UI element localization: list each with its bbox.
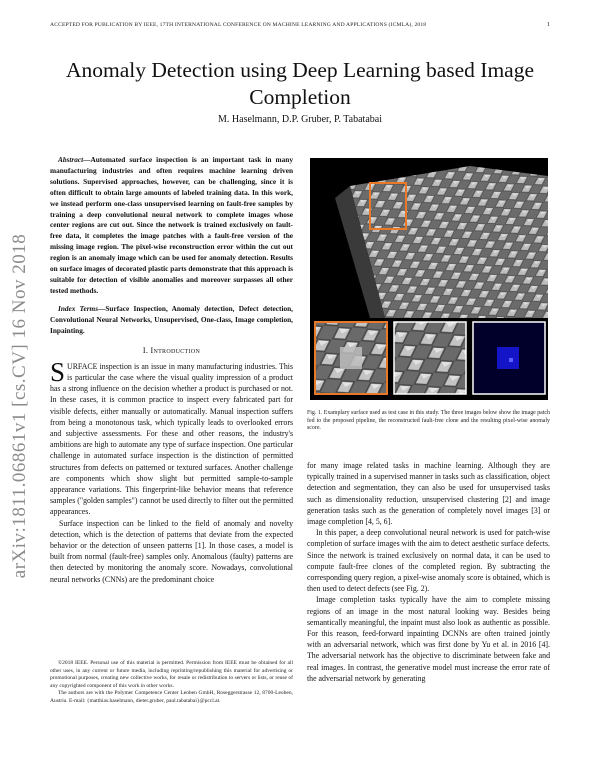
arxiv-stamp-text: arXiv:1811.06861v1 [cs.CV] 16 Nov 2018 [9,233,30,579]
section-title: Introduction [150,345,201,355]
intro-paragraph-2: Surface inspection can be linked to the field of anomaly and novelty detection, which is the detection of patterns that deviate from the expected behavior or the detection of unseen patterns [1]. In those cases, a model is built from normal (fault-free) samples only. Anomalous (faulty) patterns are then detected by monitoring the anomaly score. Nowadays, convolutional neural networks (CNNs) are the predominant choice [50,518,293,584]
section-number: I. [142,345,149,355]
index-terms: Index Terms—Surface Inspection, Anomaly detection, Defect detection, Convolutional Neural Networks, Unsupervised, One-class, Image completion, Inpainting. [50,303,294,335]
intro-lead-word: URFACE [67,361,98,371]
right-paragraph-1: for many image related tasks in machine learning. Although they are typically trained in a supervised manner in tasks such as classification, object detection and segmentation, they can also be used for unsupervised tasks such as dimensionality reduction, unsupervised clustering [2] and image generation tasks such as the generation of completely novel images [3] or image completion [4, 5, 6]. [307,461,550,527]
abstract: Abstract—Automated surface inspection is an important task in many manufacturing industries and often requires machine learning driven solutions. Supervised approaches, however, can be challenging, since it is often difficult to obtain large amounts of labeled training data. In this work, we instead perform one-class unsupervised learning on fault-free samples by training a deep convolutional neural network to complete images whose center regions are cut out. Since the network is trained exclusively on fault-free data, it completes the image patches with a fault-free version of the missing image region. The pixel-wise reconstruction error within the cut out region is an anomaly image which can be used for anomaly detection. Results on surface images of decorated plastic parts demonstrate that this approach is suitable for detection of visible anomalies and moreover surpasses all other tested methods. [50,155,293,295]
figure-1-caption: Fig. 1. Examplary surface used as test case in this study. The three images below show the image patch fed to the proposed pipeline, the reconstructed fault-free clone and the resulting pixel-wise anomaly score. [307,410,550,432]
intro-p1-text: inspection is an issue in many manufacturing industries. This is particular the case where the visual quality impression of a product has a strong influence on the decision whether a product is purchased or not. In these cases, it is common practice to inspect every fabricated part for visible defects, either manually or automatically. Manual inspection suffers from being a monotonous task, which typically leads to overlooked errors and subjective assessments. For these and other reasons, the industry's ambitions are high to automate any type of surface inspection. One particular challenge in automated surface inspection is the distinction of permitted structures from defects on patterned or textured surfaces. Another challenge are components which show slight but permitted sample-to-sample appearance variations. This fingerprint-like behavior means that reference samples ("golden samples") cannot be used directly to filter out the permitted appearances. [50,361,293,517]
authors: M. Haselmann, D.P. Gruber, P. Tabatabai [218,114,382,125]
footnote [50,660,293,706]
author-affiliation: The authors are with the Polymer Competence Center Leoben GmbH, Roseggerstrasse 12, 8700-Leoben, Austria. E-mail: {matthias.haselmann, dieter.gruber, paul.tabatabai}@pccl.at. [50,690,293,704]
anomaly-score-map [497,347,519,369]
figure-1 [310,158,548,400]
arxiv-stamp [2,206,38,606]
abstract-text: Automated surface inspection is an important task in many manufacturing industries and often requires machine learning driven solutions. Supervised approaches, however, can be challenging, since it is often difficult to obtain large amounts of labeled training data. In this work, we instead perform one-class unsupervised learning on fault-free samples by training a deep convolutional neural network to complete images whose center regions are cut out. Since the network is trained exclusively on fault-free data, it completes the image patches with a fault-free version of the missing image region. The pixel-wise reconstruction error within the cut out region is an anomaly image which can be used for anomaly detection. Results on surface images of decorated plastic parts demonstrate that this approach is suitable for detection of visible anomalies and moreover surpasses all other tested methods. [50,155,293,295]
page-number: 1 [547,22,550,28]
paper-title: Anomaly Detection using Deep Learning based Image Completion [65,58,535,109]
intro-paragraph-1 [50,356,293,518]
left-column [50,155,293,585]
surface-sample-image [350,166,548,318]
index-terms-text: Surface Inspection, Anomaly detection, Defect detection, Convolutional Neural Networks, Unsupervised, One-class, Image completion, Inpainting. [50,303,294,335]
reconstruction-image [394,322,466,394]
drop-cap: S [50,356,66,387]
right-paragraph-2: In this paper, a deep convolutional neural network is used for patch-wise completion of surface images with the aim to detect aesthetic surface defects. Since the network is trained exclusively on normal data, it can be used to compute fault-free clones of the completed region. By subtracting the corresponding query region, a pixel-wise anomaly score is obtained, which is then used to detect defects (see Fig. 2). [307,528,550,594]
copyright-notice: ©2018 IEEE. Personal use of this material is permitted. Permission from IEEE must be obtained for all other uses, in any current or future media, including reprinting/republishing this material for advertising or promotional purposes, creating new collective works, for resale or redistribution to servers or lists, or reuse of any copyrighted component of this work in other works. [50,660,293,689]
anomaly-hotspot [509,358,513,362]
running-head: ACCEPTED FOR PUBLICATION BY IEEE, 17TH INTERNATIONAL CONFERENCE ON MACHINE LEARNING AND APPLICATIONS (ICMLA), 2018 [50,22,427,28]
cut-out-region [340,347,362,369]
index-terms-label: Index Terms [58,303,99,313]
right-paragraph-3: Image completion tasks typically have the aim to complete missing regions of an image in the most natural looking way. Besides being semantically meaningful, the inpaint must also look as authentic as possible. For this reason, feed-forward inpainting DCNNs are often trained jointly with an adversarial network, which was first done by Yu et al. in 2016 [4]. The adversarial network has the objective to discriminate between fake and real images. In contrast, the generative model must increase the error rate of the adversarial network by generating [307,595,550,683]
section-heading [50,345,293,356]
right-column [307,460,550,684]
abstract-label: Abstract [58,155,84,164]
